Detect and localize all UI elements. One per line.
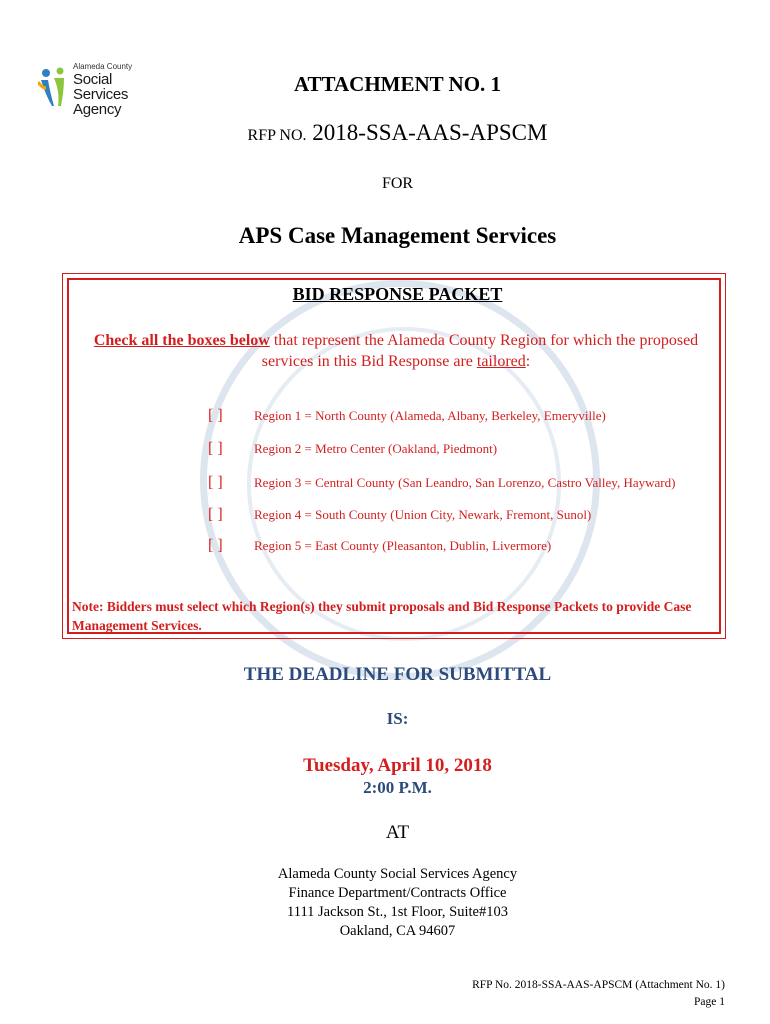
region-row: [208, 506, 591, 524]
at-label: AT: [385, 822, 410, 843]
region-row: [208, 440, 497, 458]
instruction-mid: that represent the Alameda County Region for which the proposed services in this Bid Response are: [261, 332, 699, 370]
rfp-prefix: RFP NO.: [247, 127, 307, 144]
instruction-underlined: tailored: [476, 353, 526, 370]
logo-line-1: Social Services: [73, 71, 129, 103]
bidder-note: Note: Bidders must select which Region(s) they submit proposals and Bid Response Packets to provide Case Management Services.: [72, 599, 692, 633]
region-label: Region 3 = Central County (San Leandro, San Lorenzo, Castro Valley, Hayward): [254, 475, 676, 490]
page-number: Page 1: [694, 996, 725, 1008]
region-label: Region 1 = North County (Alameda, Albany, Berkeley, Emeryville): [254, 408, 606, 423]
region-label: Region 5 = East County (Pleasanton, Dublin, Livermore): [254, 538, 552, 553]
logo-county-text: Alameda County: [73, 62, 133, 71]
region-checkbox[interactable]: [ ]: [208, 440, 223, 457]
page-footer: [472, 977, 725, 1011]
region-checkbox[interactable]: [ ]: [208, 474, 223, 491]
region-checkbox[interactable]: [ ]: [208, 537, 223, 554]
deadline-time: 2:00 P.M.: [363, 778, 432, 797]
region-row: [208, 537, 551, 555]
address-line-4: Oakland, CA 94607: [339, 923, 456, 939]
deadline-date: Tuesday, April 10, 2018: [303, 755, 492, 776]
instruction-bold: Check all the boxes below: [93, 332, 270, 349]
region-row: [208, 407, 606, 425]
region-label: Region 2 = Metro Center (Oakland, Piedmont): [254, 441, 498, 456]
address-line-3: 1111 Jackson St., 1st Floor, Suite#103: [287, 904, 508, 920]
rfp-code: 2018-SSA-AAS-APSCM: [312, 120, 548, 145]
service-title: APS Case Management Services: [238, 223, 557, 248]
deadline-heading: THE DEADLINE FOR SUBMITTAL: [243, 664, 552, 685]
packet-title: BID RESPONSE PACKET: [292, 284, 503, 304]
instruction-end: :: [525, 353, 531, 370]
region-checkbox[interactable]: [ ]: [208, 407, 223, 424]
region-label: Region 4 = South County (Union City, Newark, Fremont, Sunol): [254, 507, 592, 522]
address-line-2: Finance Department/Contracts Office: [288, 885, 507, 901]
region-checkbox[interactable]: [ ]: [208, 506, 223, 523]
address-line-1: Alameda County Social Services Agency: [277, 866, 518, 882]
region-row: [208, 474, 675, 492]
footer-reference: RFP No. 2018-SSA-AAS-APSCM (Attachment No. 1): [472, 979, 725, 991]
instruction-text: [70, 330, 722, 372]
for-label: FOR: [381, 175, 414, 192]
deadline-is: IS:: [386, 709, 409, 728]
attachment-title: ATTACHMENT NO. 1: [293, 72, 502, 96]
rfp-number: [0, 120, 770, 146]
logo-line-2: Agency: [73, 101, 122, 118]
